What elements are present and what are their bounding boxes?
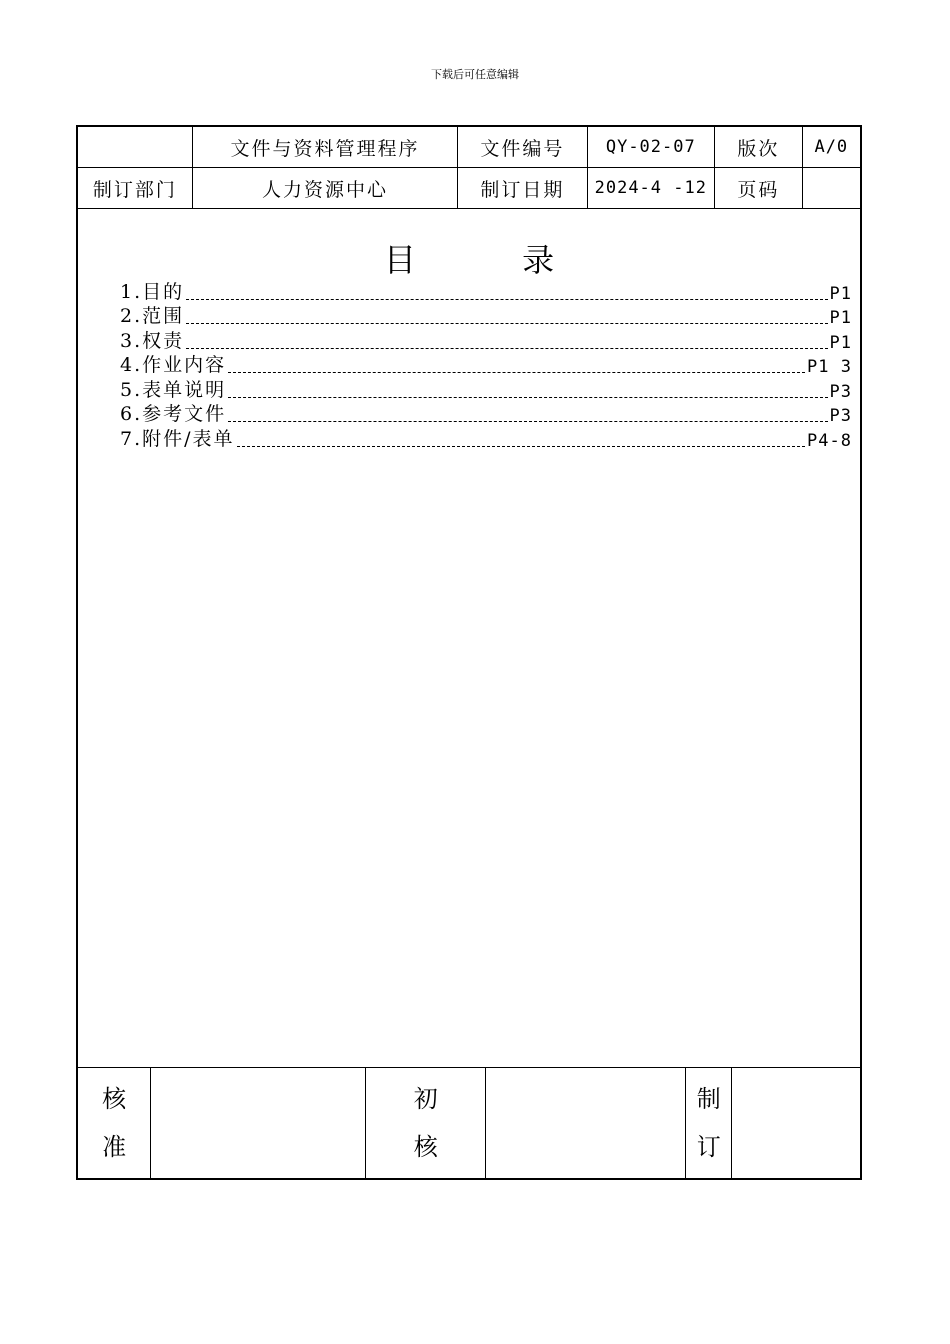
toc-item-label: 6.参考文件 <box>120 403 227 425</box>
toc-item-label: 7.附件/表单 <box>120 427 235 450</box>
toc-item-label: 1.目的 <box>120 280 185 303</box>
toc-item-label: 4.作业内容 <box>120 354 227 376</box>
toc-item-page: P1 <box>829 283 852 304</box>
table-of-contents <box>120 279 852 451</box>
header-table <box>78 127 860 209</box>
toc-item-page: P3 <box>829 406 852 426</box>
page-value <box>802 168 860 209</box>
toc-item <box>120 377 852 402</box>
document-frame <box>76 125 862 1180</box>
header-row-1 <box>78 127 860 168</box>
dept-value: 人力资源中心 <box>192 168 457 209</box>
toc-item-page: P1 3 <box>807 357 852 377</box>
toc-leader <box>228 372 805 373</box>
document-title: 文件与资料管理程序 <box>192 127 457 168</box>
review-label <box>366 1068 486 1179</box>
prepare-label-line1: 制 <box>696 1085 721 1113</box>
toc-title: 目 录 <box>383 241 603 279</box>
version-label: 版次 <box>715 127 803 168</box>
toc-leader <box>186 348 827 349</box>
approve-label-line1: 核 <box>102 1085 127 1113</box>
date-value: 2024-4 -12 <box>587 168 715 209</box>
date-label: 制订日期 <box>458 168 587 209</box>
page-label: 页码 <box>715 168 803 209</box>
review-label-line2: 核 <box>413 1133 438 1161</box>
prepare-label-line2: 订 <box>696 1133 721 1161</box>
doc-no-value: QY-02-07 <box>587 127 715 168</box>
toc-item-label: 5.表单说明 <box>120 378 227 401</box>
header-row-2 <box>78 168 860 209</box>
toc-leader <box>228 397 827 398</box>
toc-item-page: P4-8 <box>807 430 852 451</box>
prepare-signature-field[interactable] <box>732 1068 860 1179</box>
header-blank-cell <box>78 127 192 168</box>
toc-item-page: P1 <box>829 332 852 353</box>
approve-signature-field[interactable] <box>151 1068 366 1179</box>
toc-item <box>120 426 852 451</box>
toc-item <box>120 353 852 378</box>
toc-leader <box>186 323 827 324</box>
toc-leader <box>237 446 806 447</box>
dept-label: 制订部门 <box>78 168 192 209</box>
approve-label-line2: 准 <box>102 1133 127 1161</box>
signoff-table <box>78 1067 860 1178</box>
toc-item-page: P1 <box>829 308 852 328</box>
approve-label <box>78 1068 151 1179</box>
toc-leader <box>186 299 827 300</box>
signoff-row <box>78 1068 860 1179</box>
review-label-line1: 初 <box>413 1085 438 1113</box>
doc-no-label: 文件编号 <box>458 127 587 168</box>
toc-item-page: P3 <box>829 381 852 402</box>
toc-item <box>120 402 852 427</box>
version-value: A/0 <box>802 127 860 168</box>
toc-item <box>120 304 852 329</box>
toc-leader <box>228 421 827 422</box>
toc-item-label: 2.范围 <box>120 305 185 327</box>
toc-item <box>120 328 852 353</box>
toc-item-label: 3.权责 <box>120 329 185 352</box>
prepare-label <box>686 1068 732 1179</box>
review-signature-field[interactable] <box>486 1068 686 1179</box>
toc-item <box>120 279 852 304</box>
top-note: 下载后可任意编辑 <box>431 68 519 81</box>
